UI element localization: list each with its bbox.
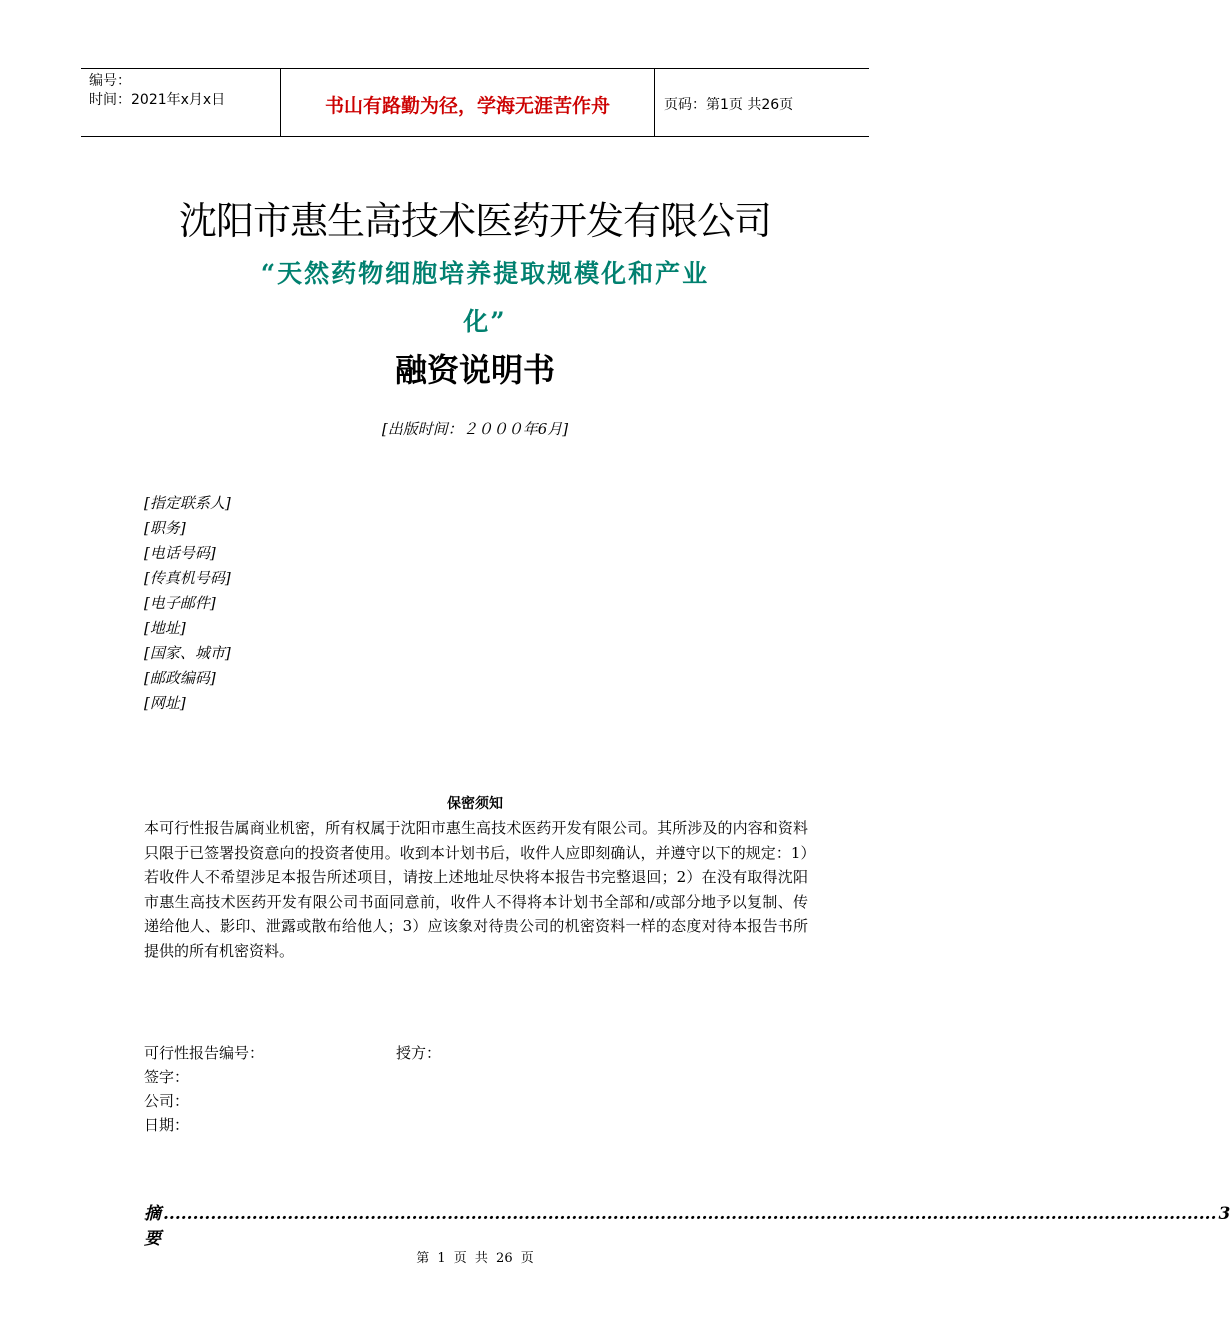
header-number-label: 编号： [89,73,131,89]
signoff-line [144,1041,442,1065]
contact-field-list [144,491,231,716]
publication-date: [出版时间：２０００年6月] [381,420,569,438]
toc-label: 摘要 [144,1204,161,1249]
confidentiality-body: 本可行性报告属商业机密，所有权属于沈阳市惠生高技术医药开发有限公司。其所涉及的内容和资料只限于已签署投资意向的投资者使用。收到本计划书后，收件人应即刻确认，并遵守以下的规定：1）若收件人不希望涉足本报告所述项目，请按上述地址尽快将本报告书完整退回；2）在没有取得沈阳市惠生高技术医药开发有限公司书面同意前，收件人不得将本计划书全部和/或部分地予以复制、传递给他人、影印、泄露或散布给他人；3）应该象对待贵公司的机密资料一样的态度对待本报告书所提供的所有机密资料。 [144,819,808,960]
contact-field-item: [指定联系人] [144,494,231,512]
header-motto: 书山有路勤为径，学海无涯苦作舟 [281,69,655,136]
signoff-block [144,1041,442,1137]
contact-field-item: [电子邮件] [144,594,216,612]
company-name: 沈阳市惠生高技术医药开发有限公司 [178,199,771,243]
toc-entry-abstract[interactable] [144,1199,1230,1249]
contact-field-item: [职务] [144,519,186,537]
page-footer: 第 1 页 共 26 页 [416,1251,534,1266]
project-title [185,250,785,346]
toc-page-number: 3 [1218,1204,1230,1224]
contact-field-item: [邮政编码] [144,669,216,687]
confidentiality-title: 保密须知 [447,796,503,812]
project-title-line-1: “天然药物细胞培养提取规模化和产业 [260,259,710,288]
document-title: 融资说明书 [394,351,555,389]
company-label: 公司： [144,1092,190,1110]
project-title-line-2: 化” [463,307,507,336]
signature-label: 签字： [144,1068,190,1086]
header-page-info: 页码：第1页 共26页 [664,97,794,113]
report-number-label: 可行性报告编号： [144,1044,265,1062]
contact-field-item: [国家、城市] [144,644,231,662]
contact-field-item: [地址] [144,619,186,637]
header-meta [81,69,281,136]
contact-field-item: [传真机号码] [144,569,231,587]
contact-field-item: [网址] [144,694,186,712]
date-label: 日期： [144,1116,190,1134]
toc-leader-dots: .................................................................................................................................................................................. [163,1204,1217,1224]
grantee-label: 授方： [396,1044,442,1062]
contact-field-item: [电话号码] [144,544,216,562]
header-date-label: 时间：2021年x月x日 [89,92,226,108]
page-header [81,68,869,137]
